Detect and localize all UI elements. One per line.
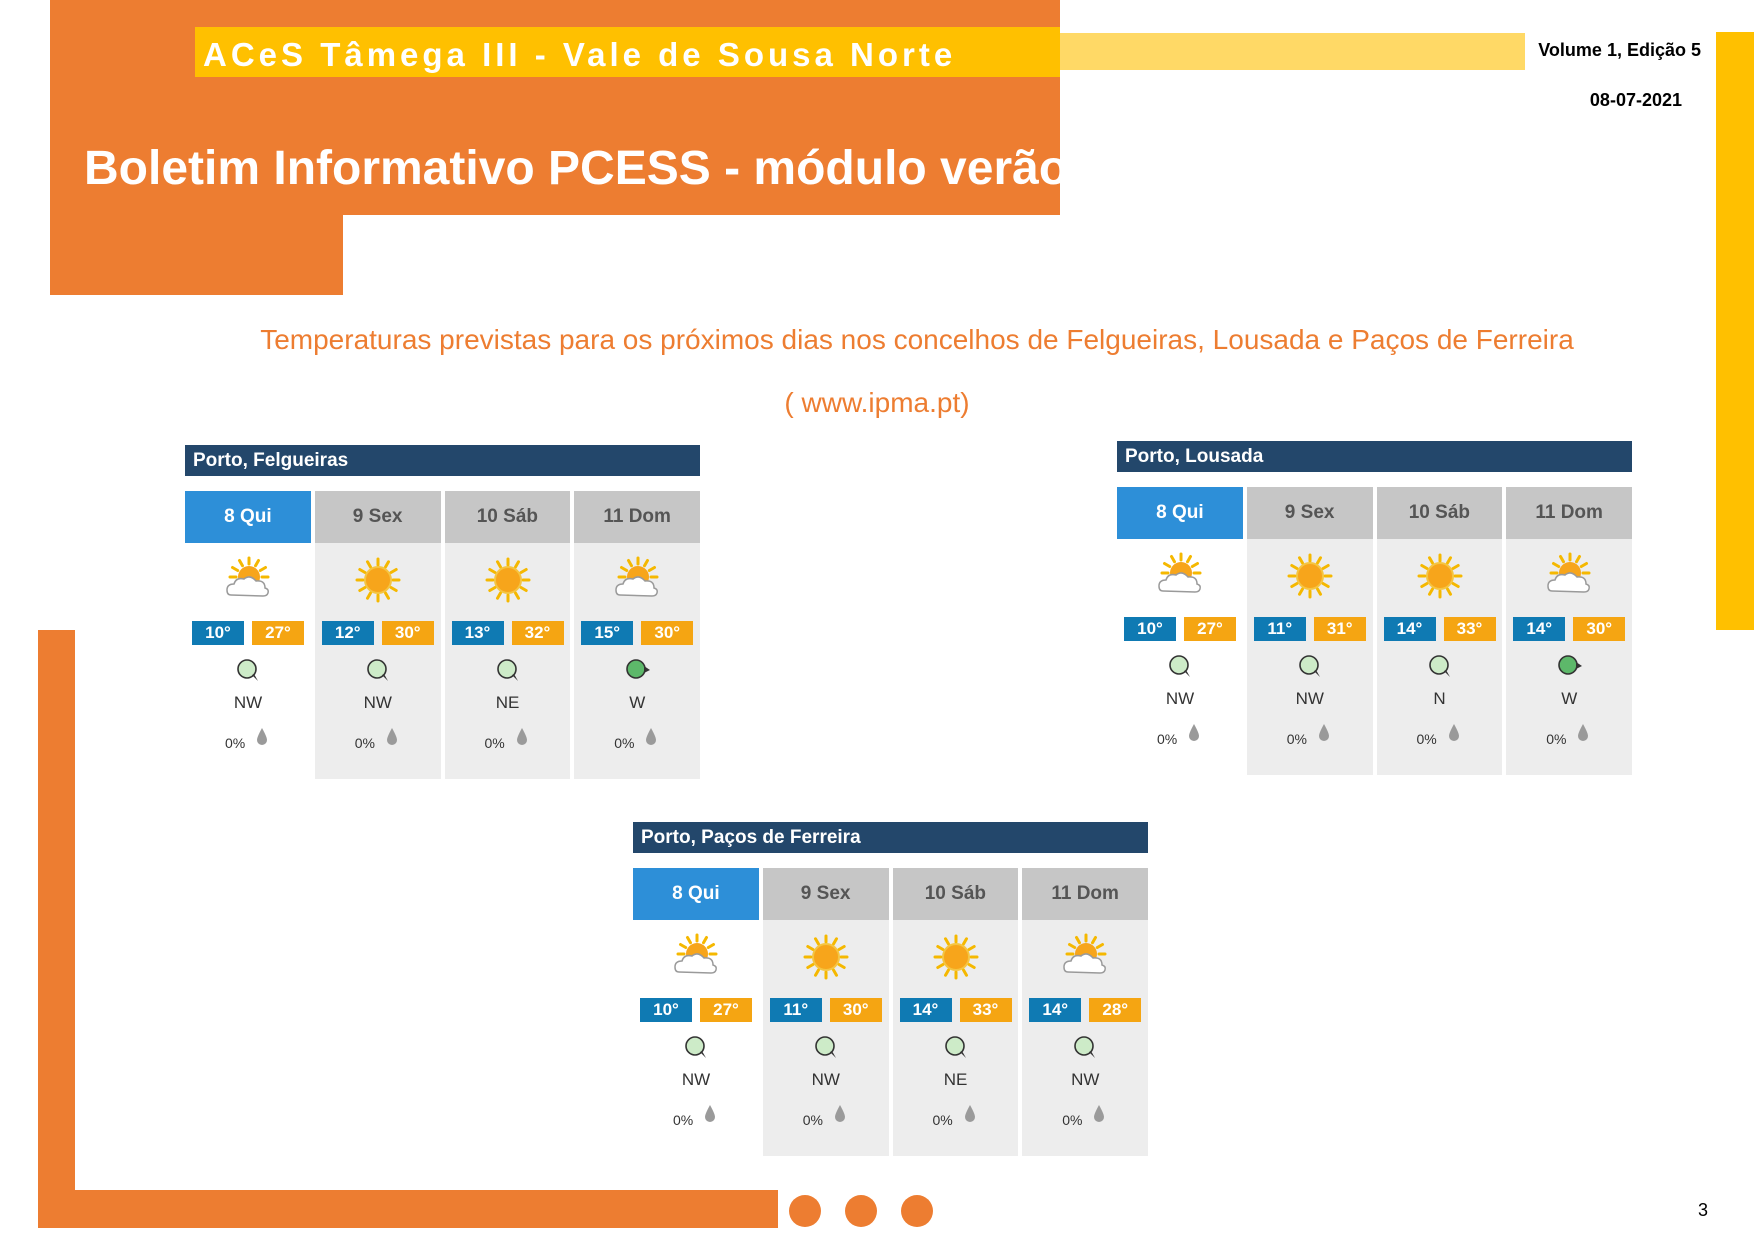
forecast-location-title: Porto, Felgueiras: [185, 445, 700, 476]
volume-edition: Volume 1, Edição 5: [1538, 40, 1701, 60]
day-body: [445, 543, 571, 779]
wind-direction: W: [629, 693, 646, 712]
min-temperature: 10°: [1124, 617, 1176, 641]
min-temperature: 11°: [770, 998, 822, 1022]
min-temperature: 10°: [192, 621, 244, 645]
wind-icon: [1070, 1032, 1100, 1062]
forecast-lousada: [1117, 441, 1632, 775]
forecast-days: [1117, 487, 1632, 775]
temperature-range: [1254, 617, 1366, 641]
temperature-range: [1384, 617, 1496, 641]
rain-drop-icon: [1092, 1104, 1106, 1124]
wind-direction: NW: [811, 1070, 840, 1089]
wind-icon: [1165, 651, 1195, 681]
min-temperature: 14°: [1029, 998, 1081, 1022]
section-subtitle: [0, 320, 1754, 360]
day-body: [1247, 539, 1373, 775]
day-tab[interactable]: 11 Dom: [1506, 487, 1632, 539]
day-body: [574, 543, 700, 779]
min-temperature: 10°: [640, 998, 692, 1022]
wind-icon: [941, 1032, 971, 1062]
precipitation-probability: 0%: [1546, 731, 1567, 747]
partly-cloudy-icon: [612, 555, 662, 605]
precipitation-probability: 0%: [673, 1112, 694, 1128]
issue-date: 08-07-2021: [1589, 90, 1682, 110]
rain-drop-icon: [644, 727, 658, 747]
wind-icon: [1295, 651, 1325, 681]
wind-direction: NW: [233, 693, 263, 712]
min-temperature: 14°: [1513, 617, 1565, 641]
header-orange-tab: [50, 215, 343, 295]
temperature-range: [452, 621, 564, 645]
wind-icon: [233, 655, 263, 685]
temperature-range: [322, 621, 434, 645]
wind-icon: [622, 655, 652, 685]
max-temperature: 30°: [382, 621, 434, 645]
forecast-day-column[interactable]: [185, 491, 311, 779]
temperature-range: [192, 621, 304, 645]
min-temperature: 11°: [1254, 617, 1306, 641]
sun-icon: [1285, 551, 1335, 601]
rain-drop-icon: [703, 1104, 717, 1124]
day-tab[interactable]: 10 Sáb: [1377, 487, 1503, 539]
sun-icon: [483, 555, 533, 605]
decorative-dot: [901, 1195, 933, 1227]
wind-direction: NW: [363, 693, 392, 712]
max-temperature: 32°: [512, 621, 564, 645]
partly-cloudy-icon: [1544, 551, 1594, 601]
max-temperature: 30°: [830, 998, 882, 1022]
bulletin-title: Boletim Informativo PCESS - módulo verão: [84, 142, 1069, 195]
wind-icon: [811, 1032, 841, 1062]
max-temperature: 30°: [641, 621, 693, 645]
forecast-days: [633, 868, 1148, 1156]
forecast-day-column[interactable]: [893, 868, 1019, 1156]
forecast-location-title: Porto, Lousada: [1117, 441, 1632, 472]
min-temperature: 15°: [581, 621, 633, 645]
rain-drop-icon: [1576, 723, 1590, 743]
forecast-day-column[interactable]: [315, 491, 441, 779]
wind-direction: NE: [495, 693, 520, 712]
max-temperature: 31°: [1314, 617, 1366, 641]
precipitation-probability: 0%: [614, 735, 635, 751]
precipitation-probability: 0%: [1286, 731, 1307, 747]
max-temperature: 27°: [1184, 617, 1236, 641]
wind-icon: [363, 655, 393, 685]
page-number: 3: [1698, 1200, 1709, 1220]
forecast-day-column[interactable]: [763, 868, 889, 1156]
forecast-day-column[interactable]: [1022, 868, 1148, 1156]
temperature-range: [1124, 617, 1236, 641]
organization-name: ACeS Tâmega III - Vale de Sousa Norte: [203, 36, 957, 73]
temperature-range: [900, 998, 1012, 1022]
wind-direction: NW: [1165, 689, 1195, 708]
precipitation-probability: 0%: [484, 735, 505, 751]
rain-drop-icon: [963, 1104, 977, 1124]
wind-direction: NW: [1071, 1070, 1100, 1089]
day-body: [1377, 539, 1503, 775]
min-temperature: 14°: [1384, 617, 1436, 641]
wind-icon: [1554, 651, 1584, 681]
day-body: [893, 920, 1019, 1156]
day-body: [185, 543, 311, 779]
day-tab[interactable]: 9 Sex: [1247, 487, 1373, 539]
day-tab[interactable]: 8 Qui: [633, 868, 759, 920]
wind-direction: W: [1561, 689, 1578, 708]
forecast-day-column[interactable]: [1117, 487, 1243, 775]
temperature-range: [1029, 998, 1141, 1022]
partly-cloudy-icon: [223, 555, 273, 605]
sun-icon: [931, 932, 981, 982]
precipitation-probability: 0%: [1416, 731, 1437, 747]
wind-direction: NW: [1295, 689, 1324, 708]
frame-bottom-bar: [38, 1190, 778, 1228]
decorative-dot: [845, 1195, 877, 1227]
precipitation-probability: 0%: [1157, 731, 1178, 747]
day-tab[interactable]: 11 Dom: [1022, 868, 1148, 920]
forecast-felgueiras: [185, 445, 700, 779]
rain-drop-icon: [1447, 723, 1461, 743]
rain-drop-icon: [1317, 723, 1331, 743]
temperature-range: [581, 621, 693, 645]
day-tab[interactable]: 8 Qui: [1117, 487, 1243, 539]
sun-icon: [353, 555, 403, 605]
forecast-location-title: Porto, Paços de Ferreira: [633, 822, 1148, 853]
rain-drop-icon: [1187, 723, 1201, 743]
frame-left-bar: [38, 630, 75, 1228]
precipitation-probability: 0%: [932, 1112, 953, 1128]
rain-drop-icon: [833, 1104, 847, 1124]
day-body: [315, 543, 441, 779]
forecast-day-column[interactable]: [574, 491, 700, 779]
wind-icon: [681, 1032, 711, 1062]
max-temperature: 27°: [700, 998, 752, 1022]
day-body: [1117, 539, 1243, 775]
subtitle-text: Temperaturas previstas para os próximos dias nos concelhos de Felgueiras, Lousada e Paços de Ferreira: [260, 324, 1574, 355]
decorative-dot: [789, 1195, 821, 1227]
precipitation-probability: 0%: [354, 735, 375, 751]
min-temperature: 13°: [452, 621, 504, 645]
precipitation-probability: 0%: [802, 1112, 823, 1128]
rain-drop-icon: [515, 727, 529, 747]
day-tab[interactable]: 8 Qui: [185, 491, 311, 543]
partly-cloudy-icon: [1155, 551, 1205, 601]
forecast-days: [185, 491, 700, 779]
day-body: [763, 920, 889, 1156]
day-tab[interactable]: 10 Sáb: [445, 491, 571, 543]
forecast-day-column[interactable]: [1247, 487, 1373, 775]
day-tab[interactable]: 9 Sex: [315, 491, 441, 543]
partly-cloudy-icon: [671, 932, 721, 982]
forecast-day-column[interactable]: [1506, 487, 1632, 775]
wind-direction: NW: [681, 1070, 711, 1089]
wind-icon: [1425, 651, 1455, 681]
wind-direction: N: [1433, 689, 1446, 708]
max-temperature: 27°: [252, 621, 304, 645]
day-body: [1022, 920, 1148, 1156]
forecast-day-column[interactable]: [1377, 487, 1503, 775]
sun-icon: [801, 932, 851, 982]
forecast-day-column[interactable]: [633, 868, 759, 1156]
day-tab[interactable]: 10 Sáb: [893, 868, 1019, 920]
max-temperature: 30°: [1573, 617, 1625, 641]
day-tab[interactable]: 11 Dom: [574, 491, 700, 543]
max-temperature: 33°: [1444, 617, 1496, 641]
temperature-range: [770, 998, 882, 1022]
forecast-pacos-de-ferreira: [633, 822, 1148, 1156]
wind-icon: [493, 655, 523, 685]
precipitation-probability: 0%: [225, 735, 246, 751]
day-tab[interactable]: 9 Sex: [763, 868, 889, 920]
forecast-day-column[interactable]: [445, 491, 571, 779]
day-body: [633, 920, 759, 1156]
source-link[interactable]: ( www.ipma.pt): [784, 387, 970, 418]
rain-drop-icon: [255, 727, 269, 747]
temperature-range: [640, 998, 752, 1022]
min-temperature: 12°: [322, 621, 374, 645]
partly-cloudy-icon: [1060, 932, 1110, 982]
max-temperature: 28°: [1089, 998, 1141, 1022]
max-temperature: 33°: [960, 998, 1012, 1022]
wind-direction: NE: [943, 1070, 968, 1089]
sun-icon: [1415, 551, 1465, 601]
day-body: [1506, 539, 1632, 775]
min-temperature: 14°: [900, 998, 952, 1022]
precipitation-probability: 0%: [1062, 1112, 1083, 1128]
temperature-range: [1513, 617, 1625, 641]
rain-drop-icon: [385, 727, 399, 747]
header-light-band: [1060, 33, 1525, 70]
